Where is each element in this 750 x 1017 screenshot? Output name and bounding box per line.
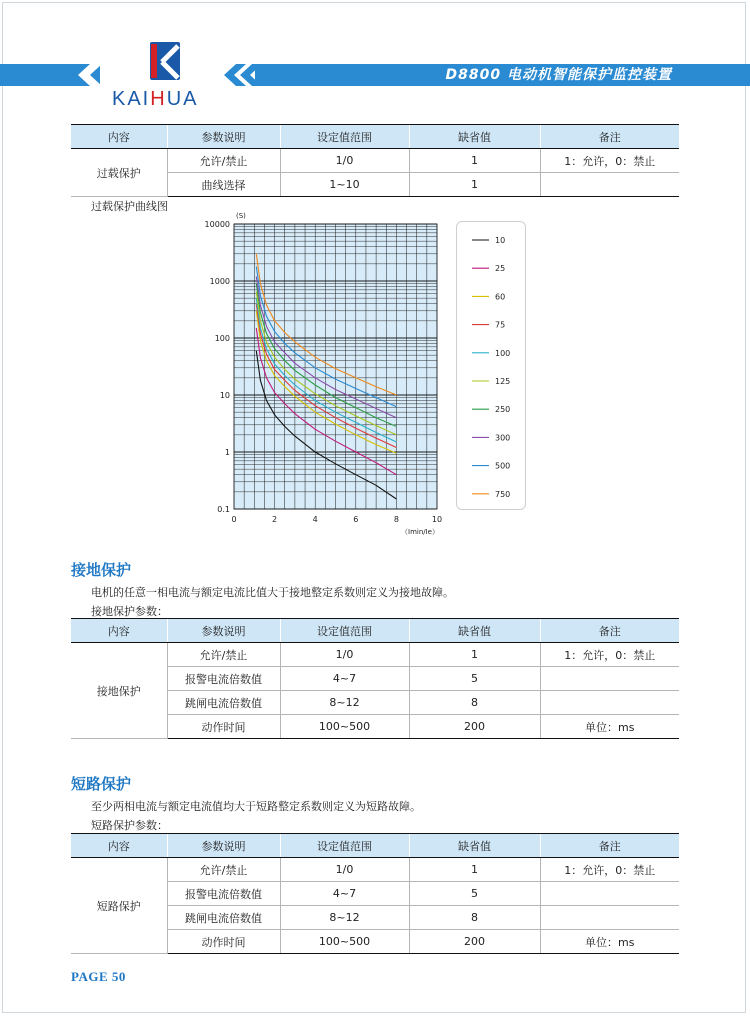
table-cell: 1/0 xyxy=(280,149,409,173)
table-cell: 1：允许，0：禁止 xyxy=(540,149,679,173)
table-cell xyxy=(540,882,679,906)
column-header: 参数说明 xyxy=(167,125,280,149)
x-tick-label: 10 xyxy=(431,515,443,524)
column-header: 缺省值 xyxy=(409,834,540,858)
column-header: 备注 xyxy=(540,619,679,643)
table-cell: 1：允许，0：禁止 xyxy=(540,858,679,882)
table-cell: 跳闸电流倍数值 xyxy=(167,906,280,930)
x-tick-label: 8 xyxy=(393,515,399,524)
chevron-left-icon xyxy=(68,64,102,86)
table-cell xyxy=(540,906,679,930)
table-cell: 5 xyxy=(409,667,540,691)
table-cell: 动作时间 xyxy=(167,930,280,954)
header-title: D8800 电动机智能保护监控装置 xyxy=(445,67,672,83)
ground-description: 电机的任意一相电流与额定电流比值大于接地整定系数则定义为接地故障。 xyxy=(91,586,454,599)
group-cell: 接地保护 xyxy=(71,643,167,739)
x-tick-label: 0 xyxy=(231,515,237,524)
chart-legend xyxy=(456,221,526,510)
column-header: 设定值范围 xyxy=(280,619,409,643)
table-cell: 8 xyxy=(409,691,540,715)
overload-table xyxy=(71,124,679,197)
table-cell: 8~12 xyxy=(280,691,409,715)
table-cell: 1 xyxy=(409,149,540,173)
legend-label: 60 xyxy=(495,292,506,302)
y-tick-label: 100 xyxy=(214,334,230,343)
table-cell: 4~7 xyxy=(280,882,409,906)
page-number: PAGE 50 xyxy=(71,969,126,984)
column-header: 缺省值 xyxy=(409,125,540,149)
table-cell: 1 xyxy=(409,643,540,667)
overload-curve-chart xyxy=(200,202,460,537)
x-tick-label: 4 xyxy=(312,515,318,524)
column-header: 内容 xyxy=(71,619,167,643)
table-cell: 1~10 xyxy=(280,173,409,197)
x-axis-label: （Imin/Ie） xyxy=(401,528,439,536)
table-cell: 动作时间 xyxy=(167,715,280,739)
table-row xyxy=(71,149,679,173)
table-cell xyxy=(540,173,679,197)
table-cell: 8 xyxy=(409,906,540,930)
column-header: 缺省值 xyxy=(409,619,540,643)
table-cell: 8~12 xyxy=(280,906,409,930)
ground-heading: 接地保护 xyxy=(71,561,132,579)
table-cell: 1/0 xyxy=(280,858,409,882)
table-cell: 100~500 xyxy=(280,715,409,739)
table-cell: 1/0 xyxy=(280,643,409,667)
y-tick-label: 1 xyxy=(224,448,230,457)
legend-label: 500 xyxy=(495,461,511,471)
column-header: 内容 xyxy=(71,125,167,149)
legend-entries xyxy=(457,222,525,509)
x-tick-label: 2 xyxy=(272,515,278,524)
table-cell xyxy=(540,691,679,715)
table-cell: 1 xyxy=(409,173,540,197)
column-header: 参数说明 xyxy=(167,619,280,643)
column-header: 设定值范围 xyxy=(280,834,409,858)
table-cell: 1 xyxy=(409,858,540,882)
x-tick-label: 6 xyxy=(353,515,359,524)
group-cell: 短路保护 xyxy=(71,858,167,954)
ground-table xyxy=(71,618,679,739)
legend-label: 250 xyxy=(495,405,511,415)
y-tick-label: 10 xyxy=(219,391,230,400)
table-header-row xyxy=(71,125,679,149)
y-tick-label: 1000 xyxy=(209,277,230,286)
short-description: 至少两相电流与额定电流值均大于短路整定系数则定义为短路故障。 xyxy=(91,800,421,813)
table-cell: 曲线选择 xyxy=(167,173,280,197)
y-axis-label: (S) xyxy=(236,212,246,220)
kaihua-logo xyxy=(112,40,220,110)
column-header: 内容 xyxy=(71,834,167,858)
logo-wordmark: KAIHUA xyxy=(112,88,199,110)
legend-label: 100 xyxy=(495,348,511,358)
table-cell: 允许/禁止 xyxy=(167,149,280,173)
table-cell: 200 xyxy=(409,715,540,739)
table-header-row xyxy=(71,619,679,643)
table-cell: 200 xyxy=(409,930,540,954)
table-cell: 报警电流倍数值 xyxy=(167,667,280,691)
ground-params-label: 接地保护参数： xyxy=(91,605,168,618)
column-header: 参数说明 xyxy=(167,834,280,858)
legend-label: 10 xyxy=(495,236,506,245)
short-heading: 短路保护 xyxy=(71,775,132,793)
chart-caption: 过载保护曲线图 xyxy=(91,200,168,213)
legend-label: 75 xyxy=(495,320,506,330)
short-table xyxy=(71,833,679,954)
legend-label: 25 xyxy=(495,264,506,274)
table-cell: 允许/禁止 xyxy=(167,643,280,667)
table-row xyxy=(71,858,679,882)
table-header-row xyxy=(71,834,679,858)
short-params-label: 短路保护参数： xyxy=(91,819,168,832)
legend-label: 125 xyxy=(495,377,511,386)
y-tick-label: 10000 xyxy=(204,220,230,229)
table-cell: 允许/禁止 xyxy=(167,858,280,882)
table-cell: 单位：ms xyxy=(540,930,679,954)
column-header: 备注 xyxy=(540,125,679,149)
column-header: 设定值范围 xyxy=(280,125,409,149)
y-tick-label: 0.1 xyxy=(217,505,230,514)
table-cell: 单位：ms xyxy=(540,715,679,739)
table-cell: 报警电流倍数值 xyxy=(167,882,280,906)
table-cell xyxy=(540,667,679,691)
legend-label: 300 xyxy=(495,433,511,443)
kaihua-logo-mark xyxy=(148,40,186,84)
legend-label: 750 xyxy=(495,489,511,499)
column-header: 备注 xyxy=(540,834,679,858)
group-cell: 过载保护 xyxy=(71,149,167,197)
table-row xyxy=(71,643,679,667)
table-cell: 100~500 xyxy=(280,930,409,954)
table-cell: 跳闸电流倍数值 xyxy=(167,691,280,715)
table-cell: 5 xyxy=(409,882,540,906)
table-cell: 1：允许，0：禁止 xyxy=(540,643,679,667)
table-cell: 4~7 xyxy=(280,667,409,691)
